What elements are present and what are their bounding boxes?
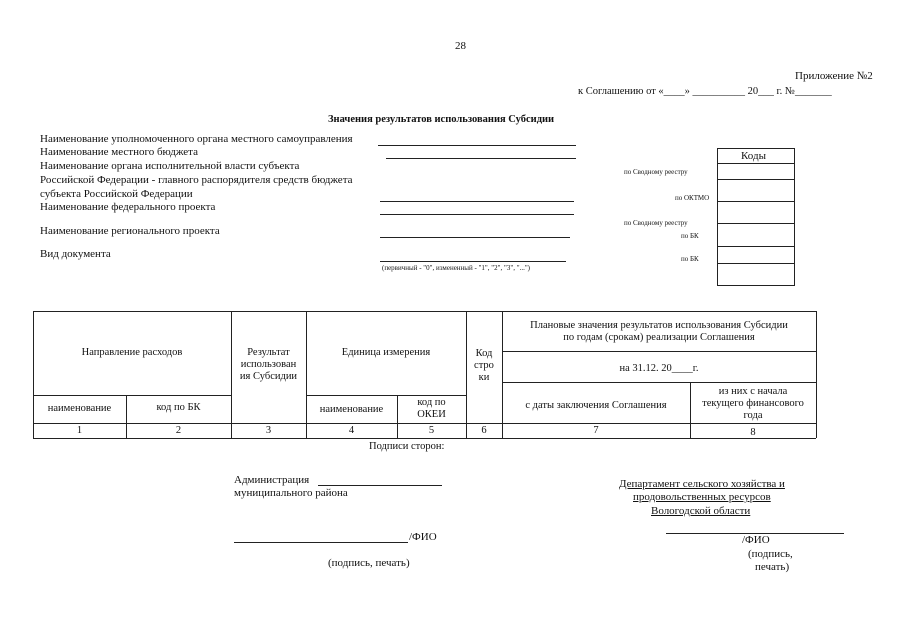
codes-border [717, 148, 718, 286]
right-org: продовольственных ресурсов [633, 491, 771, 503]
code-label: по Сводному реестру [624, 219, 688, 227]
header-planned: Плановые значения результатов использования Субсидии по годам (срокам) реализации Соглашения [530, 320, 788, 343]
field-label: Российской Федерации - главного распорядителя средств бюджета [40, 174, 353, 186]
field-label: Наименование органа исполнительной власти субъекта [40, 160, 300, 172]
codes-header: Коды [741, 150, 766, 162]
field-label: Наименование уполномоченного органа местного самоуправления [40, 133, 353, 145]
left-fio: /ФИО [409, 531, 437, 543]
codes-border [717, 263, 794, 264]
blank-line [380, 261, 566, 262]
field-label: субъекта Российской Федерации [40, 188, 193, 200]
col-from-date: с даты заключения Соглашения [525, 400, 667, 411]
right-fio: /ФИО [742, 534, 770, 546]
code-label: по БК [681, 232, 699, 240]
signatures-title: Подписи сторон: [369, 441, 445, 452]
field-label: Наименование федерального проекта [40, 201, 216, 213]
right-org: Вологодской области [651, 505, 751, 517]
blank-line [380, 201, 574, 202]
form-title: Значения результатов использования Субсидии [328, 114, 555, 125]
col-bk: код по БК [156, 402, 201, 413]
header-expense-direction: Направление расходов [81, 347, 183, 358]
left-stamp: (подпись, печать) [328, 557, 410, 569]
col-number: 2 [175, 425, 182, 436]
header-date: на 31.12. 20____г. [619, 363, 699, 374]
codes-border [717, 201, 794, 202]
blank-line [378, 145, 576, 146]
right-stamp: (подпись, [748, 548, 793, 560]
col-number: 5 [428, 425, 435, 436]
field-label: Вид документа [40, 248, 111, 260]
field-label: Наименование местного бюджета [40, 146, 198, 158]
col-unit-name: наименование [319, 404, 384, 415]
blank-line [380, 237, 570, 238]
field-label: Наименование регионального проекта [40, 225, 220, 237]
codes-border [717, 163, 794, 164]
header-result-use: Результат использован ия Субсидии [239, 347, 298, 382]
right-stamp: печать) [755, 561, 790, 573]
header-line-code: Код стро ки [474, 348, 494, 383]
code-label: по ОКТМО [675, 194, 710, 202]
col-number: 7 [593, 425, 599, 436]
agreement-line: к Соглашению от «____» __________ 20___ г. №_______ [578, 86, 832, 97]
left-org: Администрация [234, 474, 310, 486]
codes-border [717, 223, 794, 224]
col-number: 4 [348, 425, 355, 436]
doc-type-note: (первичный - "0", измененный - "1", "2", "3", "...") [382, 264, 531, 272]
col-number: 8 [750, 427, 756, 438]
page-number: 28 [455, 40, 466, 52]
right-org: Департамент сельского хозяйства и [619, 478, 785, 490]
header-unit: Единица измерения [341, 347, 431, 358]
codes-border [794, 148, 795, 286]
left-org: муниципального района [234, 487, 348, 499]
appendix-title: Приложение №2 [795, 70, 873, 82]
signature-line [234, 542, 408, 543]
col-okei: код по ОКЕИ [417, 397, 446, 420]
blank-line [380, 214, 574, 215]
blank-line [318, 485, 442, 486]
code-label: по БК [681, 255, 699, 263]
codes-border [717, 148, 794, 149]
code-label: по Сводному реестру [624, 168, 688, 176]
col-from-year: из них с начала текущего финансового года [702, 386, 804, 421]
col-number: 6 [481, 425, 487, 436]
col-number: 1 [76, 425, 83, 436]
codes-border [717, 246, 794, 247]
codes-border [717, 179, 794, 180]
col-number: 3 [265, 425, 272, 436]
blank-line [386, 158, 576, 159]
col-name: наименование [47, 403, 112, 414]
codes-border [717, 285, 794, 286]
